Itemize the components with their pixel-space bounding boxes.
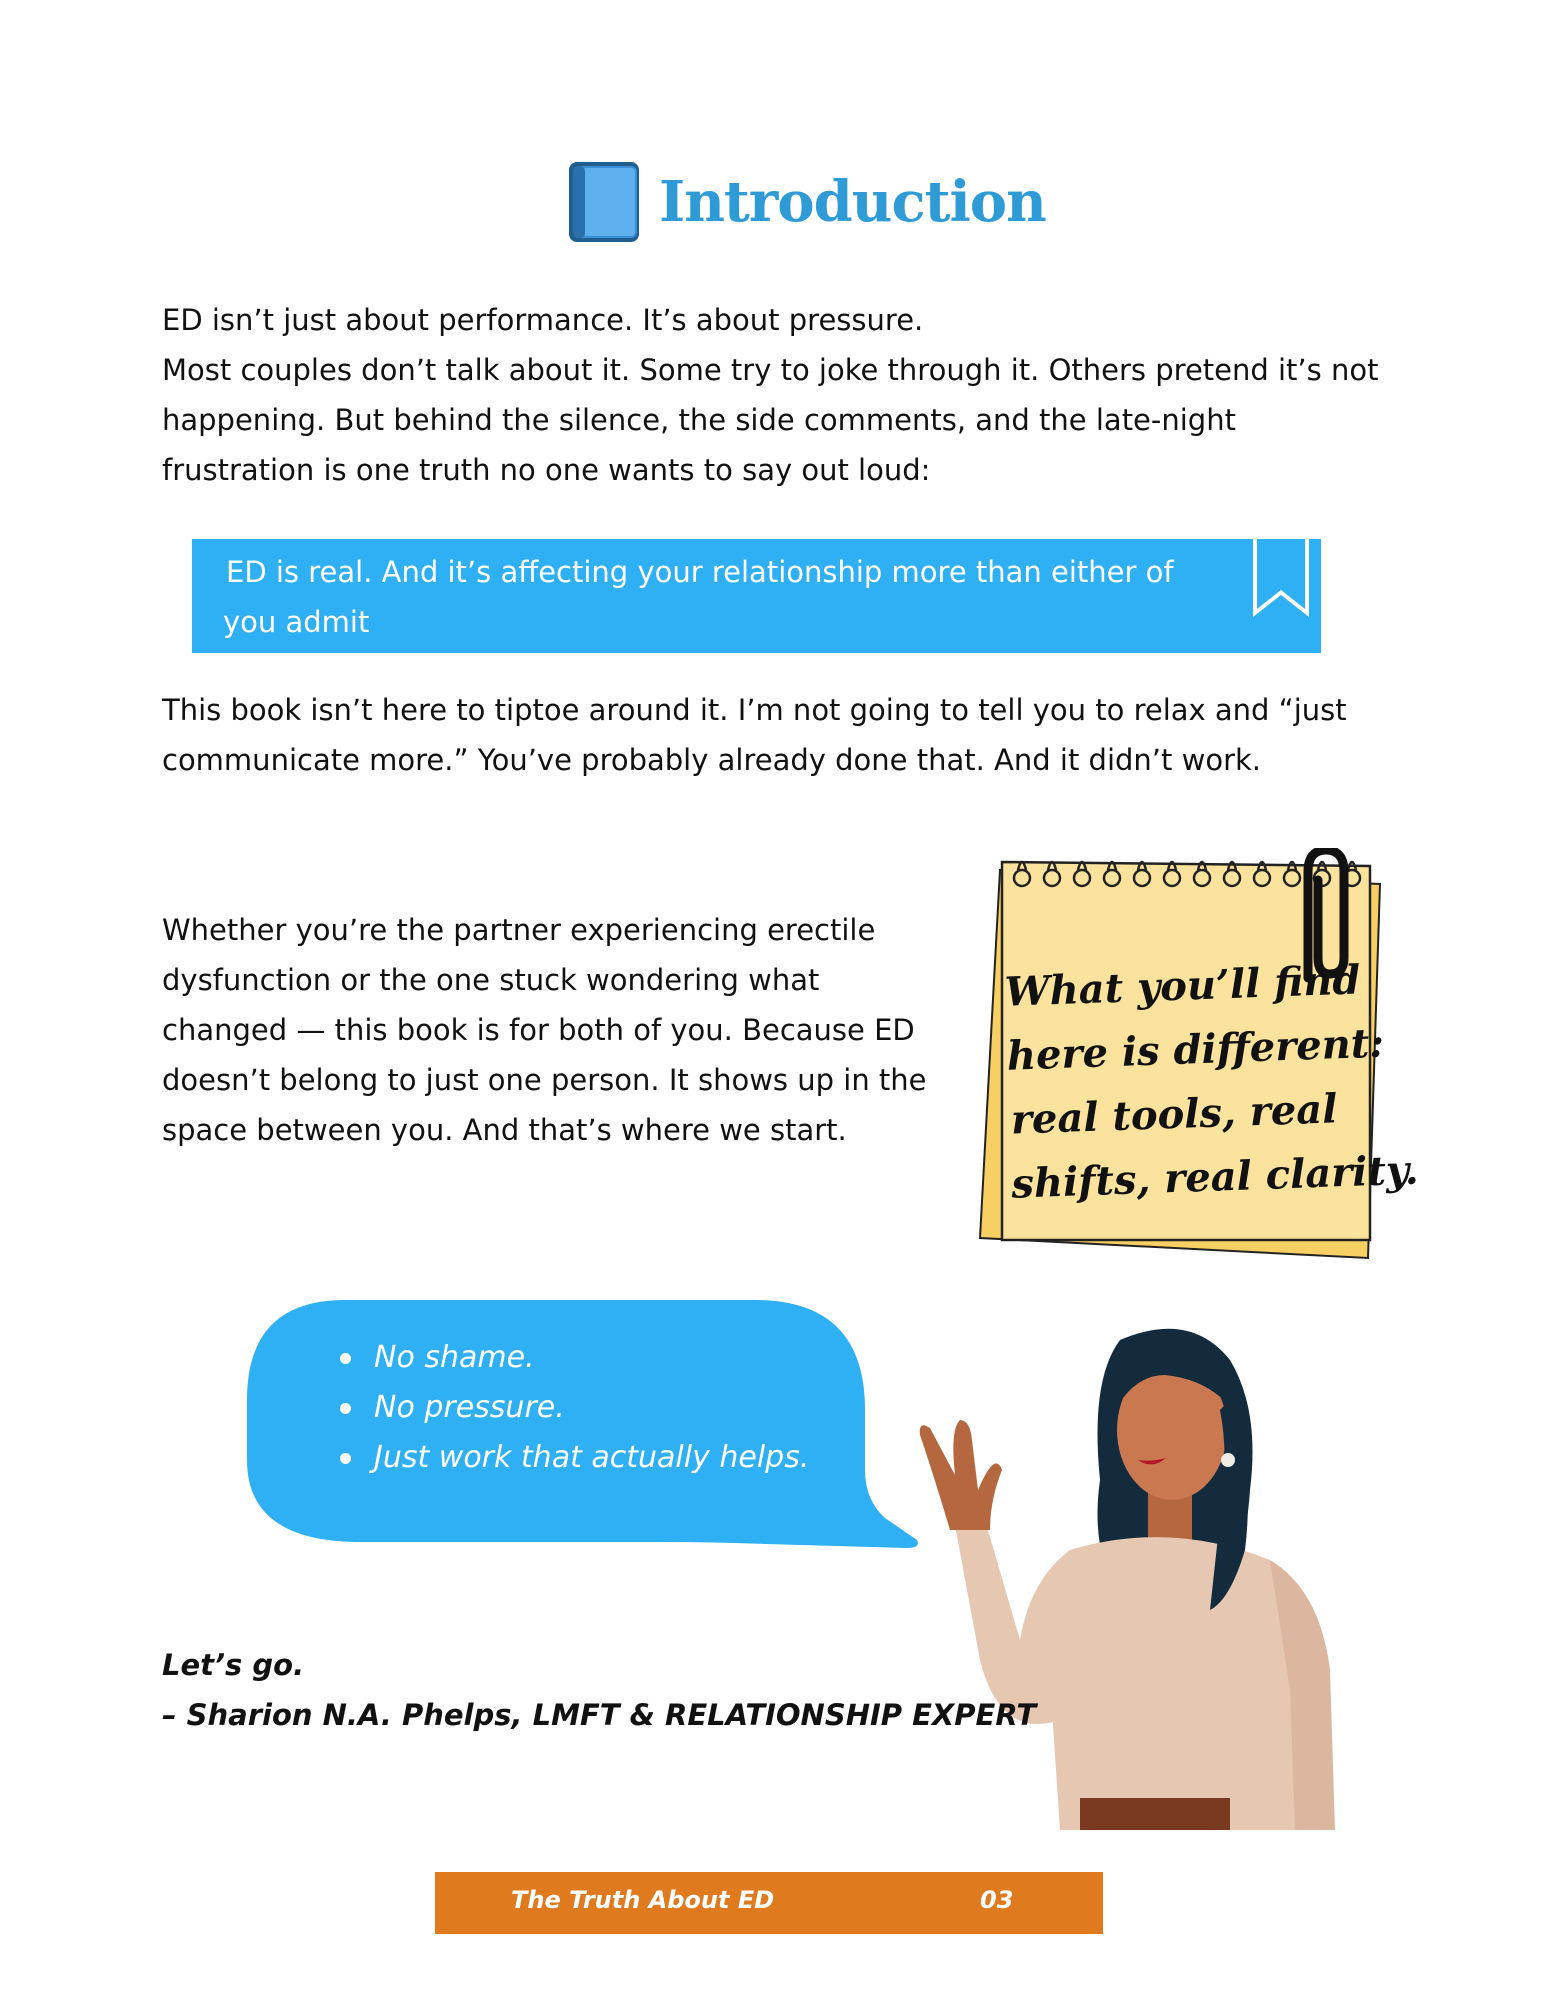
signature-author: – Sharion N.A. Phelps, LMFT & RELATIONSHIP EXPERT bbox=[162, 1698, 1037, 1732]
list-item: Just work that actually helps. bbox=[340, 1433, 809, 1483]
intro-line: Most couples don’t talk about it. Some try to joke through it. Others pretend it’s not bbox=[162, 353, 1379, 387]
body-line: doesn’t belong to just one person. It shows up in the bbox=[162, 1063, 927, 1097]
body-line: changed — this book is for both of you. Because ED bbox=[162, 1013, 915, 1047]
page-title: Introduction bbox=[659, 169, 1046, 235]
body-line: space between you. And that’s where we start. bbox=[162, 1113, 847, 1147]
intro-line: ED isn’t just about performance. It’s about pressure. bbox=[162, 303, 924, 337]
signature-line: Let’s go. bbox=[162, 1648, 305, 1682]
footer-bar bbox=[435, 1872, 1103, 1934]
speech-bubble-list bbox=[340, 1333, 809, 1483]
body-line: Whether you’re the partner experiencing erectile bbox=[162, 913, 876, 947]
body-paragraph bbox=[162, 685, 1382, 785]
note-line: What you’ll find bbox=[1003, 956, 1362, 1016]
intro-line: happening. But behind the silence, the side comments, and the late-night bbox=[162, 403, 1236, 437]
note-line: real tools, real bbox=[1010, 1085, 1339, 1144]
body-line: dysfunction or the one stuck wondering what bbox=[162, 963, 820, 997]
callout-box bbox=[192, 539, 1321, 653]
callout-line: ED is real. And it’s affecting your relationship more than either of bbox=[226, 555, 1174, 589]
note-line: shifts, real clarity. bbox=[1010, 1146, 1420, 1208]
body-paragraph bbox=[162, 905, 927, 1155]
body-line: This book isn’t here to tiptoe around it. I’m not going to tell you to relax and “just bbox=[162, 693, 1347, 727]
footer-title: The Truth About ED bbox=[511, 1886, 775, 1914]
list-item: No pressure. bbox=[340, 1383, 809, 1433]
intro-line: frustration is one truth no one wants to say out loud: bbox=[162, 453, 931, 487]
page-number: 03 bbox=[980, 1886, 1014, 1914]
sticky-note-text bbox=[1003, 949, 1420, 1216]
intro-paragraph bbox=[162, 295, 1382, 495]
list-item: No shame. bbox=[340, 1333, 809, 1383]
woman-illustration bbox=[910, 1320, 1370, 1830]
callout-line: you admit bbox=[223, 605, 370, 639]
page-heading bbox=[565, 152, 1046, 252]
book-icon bbox=[565, 158, 645, 246]
callout-text bbox=[223, 547, 1226, 647]
signature bbox=[162, 1640, 1036, 1740]
body-line: communicate more.” You’ve probably already done that. And it didn’t work. bbox=[162, 743, 1261, 777]
bookmark-icon bbox=[1247, 539, 1321, 622]
note-line: here is different: bbox=[1006, 1019, 1385, 1080]
